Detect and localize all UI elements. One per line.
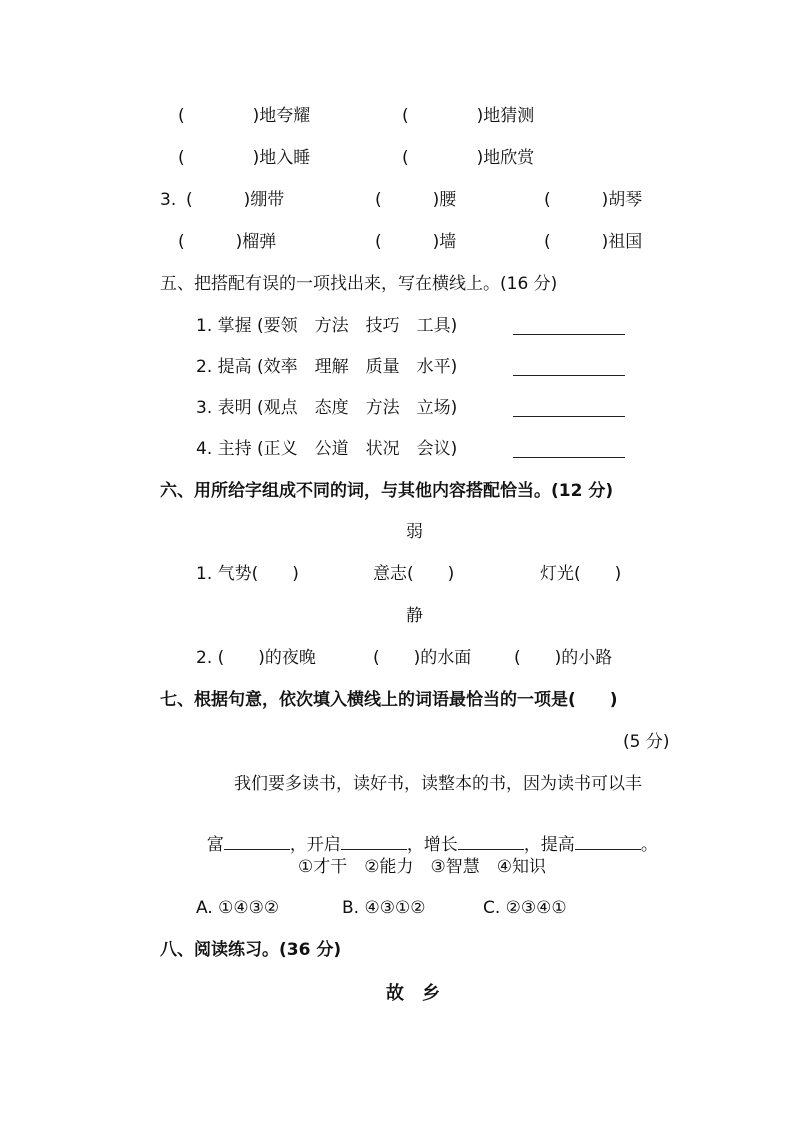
answer-line[interactable] xyxy=(513,402,625,417)
word-options: ①才干 ②能力 ③智慧 ④知识 xyxy=(298,857,546,877)
list-item: 3. 表明 (观点 态度 方法 立场) xyxy=(196,398,458,418)
fill-item: 1. 气势( ) xyxy=(196,564,299,584)
choice-a[interactable]: A. ①④③② xyxy=(196,898,280,918)
fill-item: 2. ( )的夜晚 xyxy=(196,648,316,668)
fill-item: ( )祖国 xyxy=(544,232,643,252)
list-item: 2. 提高 (效率 理解 质量 水平) xyxy=(196,357,458,377)
fill-item: 意志( ) xyxy=(373,564,455,584)
fill-item: ( )的水面 xyxy=(373,648,472,668)
answer-blank[interactable] xyxy=(341,835,407,850)
section-heading: 六、用所给字组成不同的词，与其他内容搭配恰当。(12 分) xyxy=(160,481,614,501)
fill-item: ( )地猜测 xyxy=(402,106,535,126)
question-number: 3. xyxy=(160,190,177,210)
answer-blank[interactable] xyxy=(458,835,524,850)
fill-item: ( )榴弹 xyxy=(178,232,277,252)
given-character: 弱 xyxy=(406,522,423,542)
article-title: 故 乡 xyxy=(386,983,440,1004)
sentence-fragment: ，开启 xyxy=(289,835,341,855)
sentence-fragment: 。 xyxy=(640,835,658,855)
fill-item: ( )的小路 xyxy=(514,648,613,668)
fill-item: ( )腰 xyxy=(375,190,457,210)
section-heading: 五、把搭配有误的一项找出来，写在横线上。(16 分) xyxy=(160,274,558,294)
answer-line[interactable] xyxy=(513,320,625,335)
fill-item: ( )胡琴 xyxy=(544,190,643,210)
sentence-text: 我们要多读书，读好书，读整本的书，因为读书可以丰 xyxy=(234,774,642,794)
given-character: 静 xyxy=(406,606,423,626)
sentence-fragment: 富 xyxy=(206,835,224,855)
sentence-fragment: ，提高 xyxy=(523,835,575,855)
list-item: 4. 主持 (正义 公道 状况 会议) xyxy=(196,439,458,459)
answer-blank[interactable] xyxy=(224,835,290,850)
sentence-fill-line xyxy=(196,818,658,854)
answer-line[interactable] xyxy=(513,361,625,376)
section-heading: 八、阅读练习。(36 分) xyxy=(160,940,342,960)
answer-blank[interactable] xyxy=(575,835,641,850)
score-label: (5 分) xyxy=(623,732,670,752)
fill-item: ( )地夸耀 xyxy=(178,106,311,126)
fill-item: ( )墙 xyxy=(375,232,457,252)
fill-item: 灯光( ) xyxy=(540,564,622,584)
fill-item: ( )地入睡 xyxy=(178,148,311,168)
answer-line[interactable] xyxy=(513,443,625,458)
list-item: 1. 掌握 (要领 方法 技巧 工具) xyxy=(196,316,458,336)
section-heading: 七、根据句意，依次填入横线上的词语最恰当的一项是( ) xyxy=(160,690,618,710)
fill-item: ( )绷带 xyxy=(186,190,285,210)
fill-item: ( )地欣赏 xyxy=(402,148,535,168)
sentence-fragment: ，增长 xyxy=(406,835,458,855)
choice-c[interactable]: C. ②③④① xyxy=(483,898,567,918)
choice-b[interactable]: B. ④③①② xyxy=(342,898,426,918)
